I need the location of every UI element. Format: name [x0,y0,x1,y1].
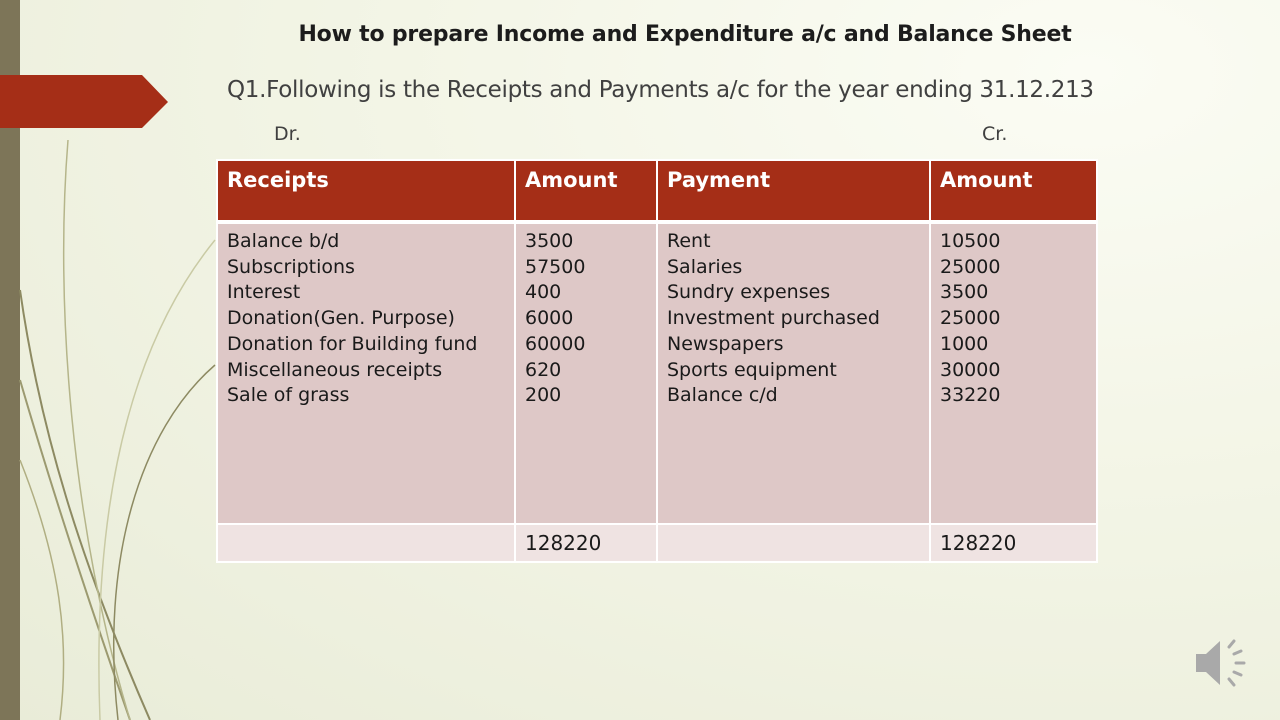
payment-item: Investment purchased [667,307,880,330]
debit-label: Dr. [274,123,301,145]
receipt-amount: 6000 [525,307,574,330]
receipt-item: Interest [227,281,301,304]
receipt-item: Miscellaneous receipts [227,358,443,381]
payment-item: Balance c/d [667,384,778,407]
total-payments-amount: 128220 [930,524,1097,562]
header-payment-amount: Amount [930,160,1097,222]
receipt-item: Donation for Building fund [227,332,478,355]
receipts-payments-table [216,159,1098,563]
payment-amount: 30000 [940,358,1001,381]
payment-item: Salaries [667,255,743,278]
header-receipts: Receipts [217,160,515,222]
payments-amounts-cell [930,222,1097,524]
receipt-amount: 3500 [525,230,574,252]
question-text: Q1.Following is the Receipts and Payments a/c for the year ending 31.12.213 [227,77,1094,103]
header-receipts-amount: Amount [515,160,657,222]
payment-amount: 25000 [940,307,1001,330]
receipt-item: Sale of grass [227,384,350,407]
payment-amount: 1000 [940,332,989,355]
receipt-amount: 57500 [525,255,586,278]
total-payments-label-cell [657,524,930,562]
table-body-row [217,222,1097,524]
payment-amount: 25000 [940,255,1001,278]
receipt-amount: 620 [525,358,562,381]
header-payment: Payment [657,160,930,222]
receipt-item: Balance b/d [227,230,340,252]
payment-item: Newspapers [667,332,784,355]
total-receipts-amount: 128220 [515,524,657,562]
total-receipts-label-cell [217,524,515,562]
payment-amount: 33220 [940,384,1001,407]
payment-item: Rent [667,230,711,252]
payments-items-cell [657,222,930,524]
slide-title: How to prepare Income and Expenditure a/c and Balance Sheet [298,22,1072,47]
payment-item: Sports equipment [667,358,837,381]
receipt-item: Donation(Gen. Purpose) [227,307,455,330]
receipts-amounts-cell [515,222,657,524]
receipt-amount: 60000 [525,332,586,355]
receipts-items-cell [217,222,515,524]
title-arrow-flag [0,75,170,129]
table-total-row [217,524,1097,562]
credit-label: Cr. [982,123,1008,145]
receipt-amount: 400 [525,281,562,304]
payment-amount: 10500 [940,230,1001,252]
payment-amount: 3500 [940,281,989,304]
speaker-icon[interactable] [1190,632,1256,694]
receipt-amount: 200 [525,384,562,407]
payment-item: Sundry expenses [667,281,831,304]
receipt-item: Subscriptions [227,255,355,278]
table-header-row [217,160,1097,222]
